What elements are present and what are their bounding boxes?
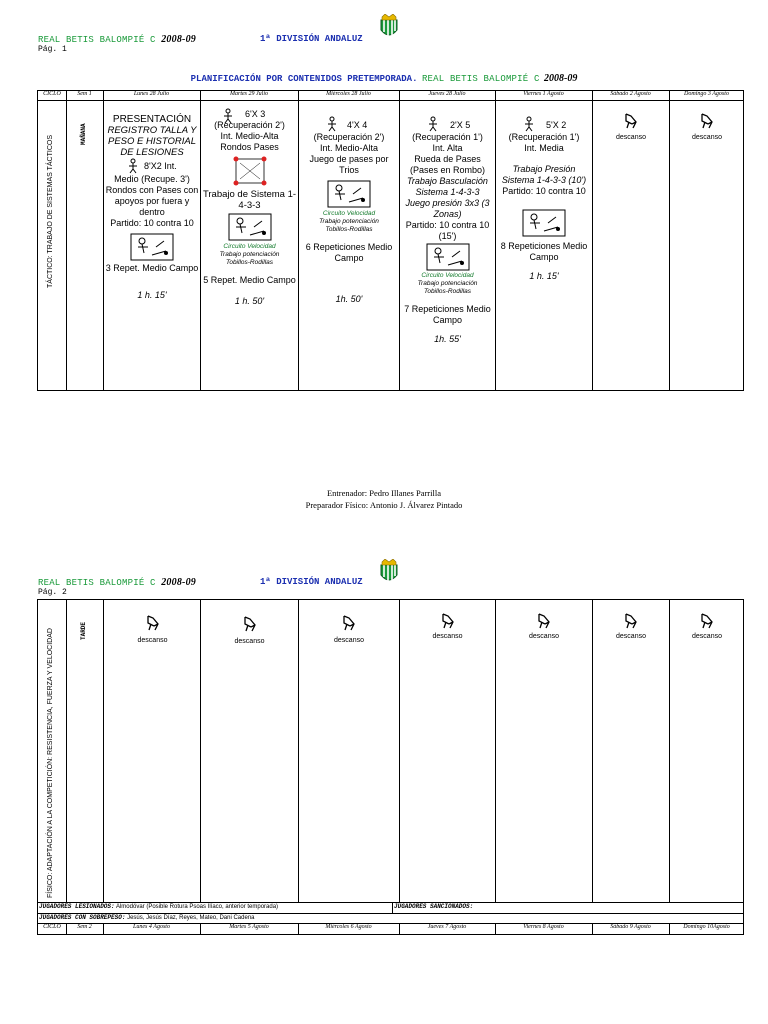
- monday-set: 8'X2 Int.: [144, 161, 177, 171]
- page-number: Pág. 1: [38, 45, 67, 54]
- header-saturday: Sábado 2 Agosto: [610, 91, 651, 97]
- rest-chair-icon: [623, 612, 639, 630]
- thursday-rueda: Rueda de Pases (Pases en Rombo): [409, 154, 486, 175]
- tuesday-reps: 5 Repet. Medio Campo: [203, 275, 296, 285]
- monday-match: Partido: 10 contra 10: [110, 218, 194, 228]
- header-tuesday-2: Martes 5 Agosto: [229, 924, 269, 930]
- friday-match: Partido: 10 contra 10: [502, 186, 586, 196]
- monday-reps: 3 Repet. Medio Campo: [105, 263, 199, 273]
- friday-recovery: (Recuperación 1'): [508, 132, 580, 142]
- header-thursday: Jueves 28 Julio: [428, 91, 466, 97]
- monday-cell: [104, 114, 200, 301]
- rondo-square-icon: [201, 156, 298, 186]
- betis-logo-icon: [375, 14, 403, 38]
- tuesday-recovery: (Recuperación 2'): [214, 120, 285, 130]
- rest-chair-icon: [440, 612, 456, 630]
- wednesday-passes: Juego de pases por Trios: [309, 154, 389, 175]
- thursday-joints: Tobillos-Rodillas: [423, 288, 472, 295]
- rest-chair-icon: [699, 112, 715, 130]
- friday-reps: 8 Repeticiones Medio Campo: [500, 241, 588, 262]
- page-number-2: Pág. 2: [38, 588, 67, 597]
- thursday-basculacion: Trabajo Basculación Sistema 1-4-3-3: [407, 176, 488, 197]
- thursday2-rest: descanso: [400, 612, 495, 640]
- coach-icon: [325, 116, 339, 135]
- friday-pressure: Trabajo Presión Sistema 1-4-3-3 (10'): [501, 164, 587, 185]
- season: 2008-09: [161, 34, 196, 45]
- rest-chair-icon: [341, 614, 357, 632]
- tuesday-circuit: Circuito Velocidad: [223, 243, 276, 250]
- tuesday-set: 6'X 3: [245, 109, 266, 119]
- thursday-set: 2'X 5: [450, 120, 471, 130]
- saturday-rest: descanso: [593, 112, 669, 141]
- exercise-drawing-icon: [496, 209, 592, 237]
- tuesday-intensity: Int. Medio-Alta: [220, 131, 279, 141]
- wednesday-intensity: Int. Medio-Alta: [319, 143, 379, 153]
- wednesday-duration: 1h. 50': [335, 294, 363, 304]
- coach-icon: [221, 108, 235, 127]
- tuesday-cell: [201, 108, 298, 307]
- monday2-rest: descanso: [104, 614, 201, 644]
- thursday-match: Partido: 10 contra 10 (15'): [405, 220, 490, 241]
- header-friday: Viernes 1 Agosto: [523, 91, 564, 97]
- thursday-intensity: Int. Alta: [432, 143, 463, 153]
- rest-chair-icon: [145, 614, 161, 632]
- rest-chair-icon: [699, 612, 715, 630]
- tuesday2-rest: descanso: [201, 615, 298, 645]
- coach-icon: [126, 158, 140, 177]
- sanctioned-players: JUGADORES SANCIONADOS:: [394, 903, 474, 910]
- session-label-afternoon: TARDE: [80, 621, 87, 640]
- thursday-pressure: Juego presión 3x3 (3 Zonas): [405, 198, 490, 219]
- week2-table: [37, 599, 744, 935]
- division-title: 1ª DIVISIÓN ANDALUZ: [260, 34, 363, 44]
- tuesday-joints: Tobillos-Rodillas: [225, 259, 274, 266]
- rest-chair-icon: [242, 615, 258, 633]
- thursday-circuit: Circuito Velocidad: [421, 272, 474, 279]
- session-label-morning: MAÑANA: [80, 123, 87, 145]
- season: 2008-09: [161, 577, 196, 588]
- header-friday-2: Viernes 8 Agosto: [523, 924, 564, 930]
- monday-registro: REGISTRO TALLA Y PESO E HISTORIAL DE LESIONES: [107, 125, 197, 158]
- header-ciclo-2: CICLO: [43, 924, 61, 930]
- friday-duration: 1 h. 15': [529, 271, 559, 281]
- wednesday-joints: Tobillos-Rodillas: [325, 226, 373, 233]
- exercise-drawing-icon: [104, 233, 200, 261]
- friday-set: 5'X 2: [546, 120, 567, 130]
- header-sunday: Domingo 3 Agosto: [684, 91, 729, 97]
- header-wednesday-2: Miércoles 6 Agosto: [325, 924, 372, 930]
- tuesday-duration: 1 h. 50': [234, 296, 265, 306]
- rest-chair-icon: [536, 612, 552, 630]
- header-ciclo: CICLO: [43, 91, 61, 97]
- header-thursday-2: Jueves 7 Agosto: [427, 924, 467, 930]
- thursday-potenciacion: Trabajo potenciación: [417, 280, 478, 287]
- wednesday-circuit: Circuito Velocidad: [322, 210, 376, 217]
- coach-icon: [522, 116, 536, 135]
- exercise-drawing-icon: [201, 213, 298, 241]
- ciclo-label: TÁCTICO: TRABAJO DE SISTEMAS TÁCTICOS: [47, 135, 54, 288]
- wednesday-cell: [299, 118, 399, 305]
- overweight-players: JUGADORES CON SOBREPESO: Jesús, Jesús Díaz, Reyes, Mateo, Dani Cadena: [39, 914, 255, 921]
- sunday-rest: descanso: [670, 112, 744, 141]
- monday-rondos: Rondos con Pases con apoyos por fuera y dentro: [105, 185, 199, 217]
- club-name-page2: REAL BETIS BALOMPIÉ C 2008-09: [38, 577, 196, 588]
- header-monday: Lunes 28 Julio: [133, 91, 170, 97]
- header-monday-2: Lunes 4 Agosto: [133, 924, 170, 930]
- friday-intensity: Int. Media: [524, 143, 564, 153]
- header-sunday-2: Domingo 10Agosto: [683, 924, 730, 930]
- tuesday-rondos: Rondos Pases: [220, 142, 279, 152]
- header-week: Sem 1: [77, 91, 92, 97]
- division-title-page2: 1ª DIVISIÓN ANDALUZ: [260, 577, 363, 587]
- coach-icon: [426, 116, 440, 135]
- trainer-signature: Preparador Físico: Antonio J. Álvarez Pintado: [305, 500, 463, 510]
- header-saturday-2: Sábado 9 Agosto: [610, 924, 651, 930]
- header-wednesday: Miércoles 28 Julio: [326, 91, 371, 97]
- exercise-drawing-icon: [400, 243, 495, 271]
- thursday-cell: [400, 118, 495, 345]
- sunday2-rest: descanso: [670, 612, 744, 640]
- coach-signature: Entrenador: Pedro Illanes Parrilla: [326, 488, 441, 498]
- thursday-duration: 1h. 55': [434, 334, 461, 344]
- rest-chair-icon: [623, 112, 639, 130]
- wednesday2-rest: descanso: [299, 614, 399, 644]
- club-name: REAL BETIS BALOMPIÉ C 2008-09: [38, 34, 196, 45]
- wednesday-potenciacion: Trabajo potenciación: [319, 218, 379, 225]
- injured-players: JUGADORES LESIONADOS: Almodóvar (Posible Rotura Psoas Ilíaco, anterior temporada): [39, 903, 279, 910]
- monday-duration: 1 h. 15': [137, 290, 167, 300]
- wednesday-set: 4'X 4: [347, 120, 368, 130]
- tuesday-system: Trabajo de Sistema 1-4-3-3: [202, 189, 297, 211]
- thursday-reps: 7 Repeticiones Medio Campo: [404, 304, 491, 325]
- saturday2-rest: descanso: [593, 612, 669, 640]
- header-tuesday: Martes 29 Julio: [230, 91, 268, 97]
- friday-cell: [496, 118, 592, 282]
- wednesday-recovery: (Recuperación 2'): [313, 132, 385, 142]
- betis-logo-icon: [375, 559, 403, 583]
- ciclo-label-page2: FÍSICO: ADAPTACIÓN A LA COMPETICIÓN: RESISTENCIA, FUERZA Y VELOCIDAD: [47, 628, 54, 898]
- friday2-rest: descanso: [496, 612, 592, 640]
- thursday-recovery: (Recuperación 1'): [412, 132, 483, 142]
- wednesday-reps: 6 Repeticiones Medio Campo: [305, 242, 393, 263]
- tuesday-potenciacion: Trabajo potenciación: [219, 251, 280, 258]
- monday-recovery: Medio (Recupe. 3'): [114, 174, 190, 184]
- monday-presentation: PRESENTACIÓN: [112, 114, 192, 125]
- exercise-drawing-icon: [299, 180, 399, 208]
- plan-title: PLANIFICACIÓN POR CONTENIDOS PRETEMPORADA. REAL BETIS BALOMPIÉ C 2008-09: [190, 73, 578, 84]
- header-week-2: Sem 2: [77, 924, 92, 930]
